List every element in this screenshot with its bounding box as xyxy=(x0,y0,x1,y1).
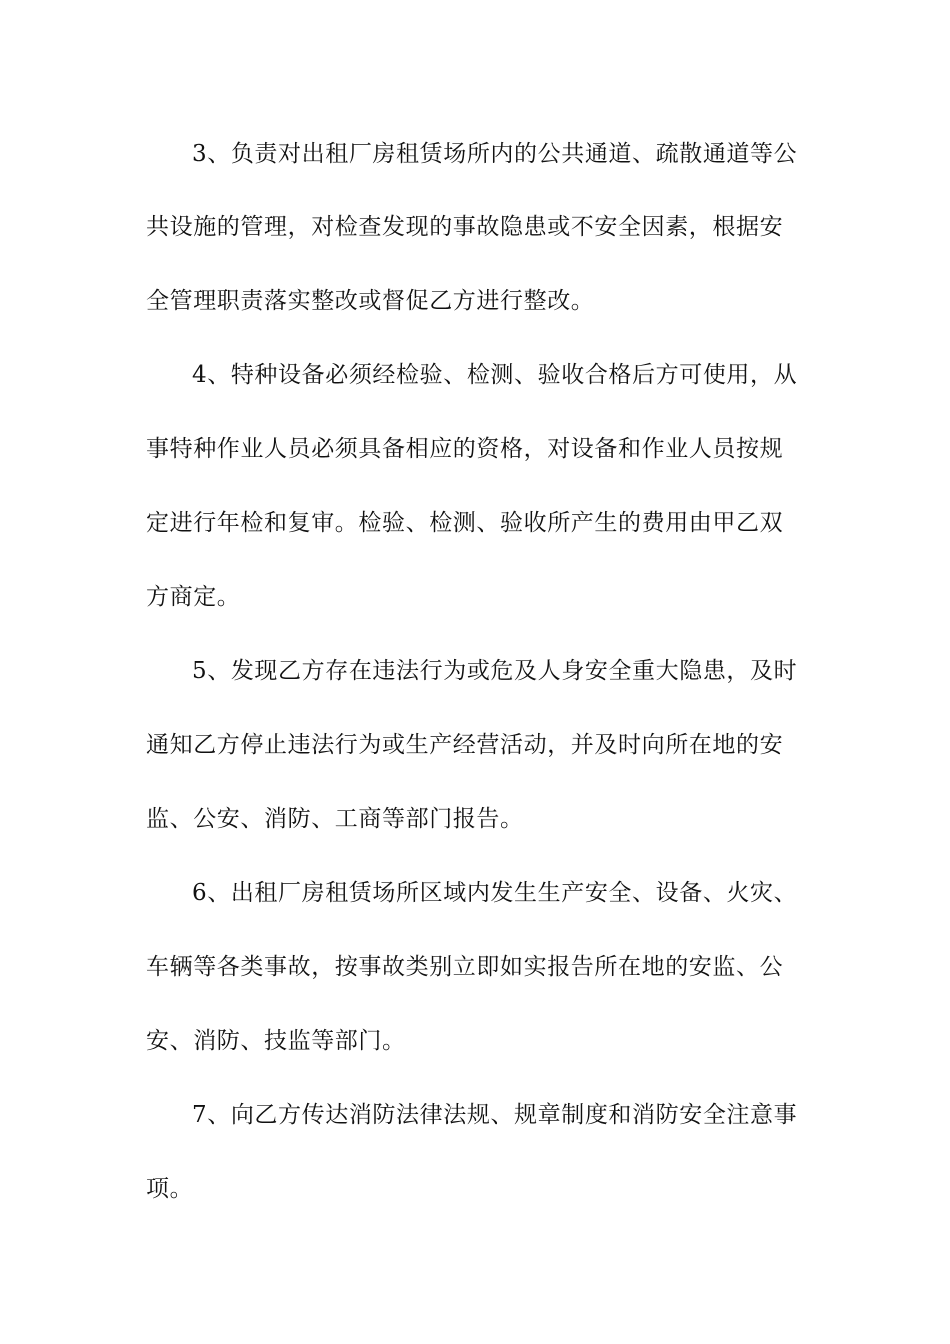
paragraph-line: 安、消防、技监等部门。 xyxy=(146,1028,406,1054)
paragraph-line: 通知乙方停止违法行为或生产经营活动，并及时向所在地的安 xyxy=(146,732,784,758)
paragraph-line: 事特种作业人员必须具备相应的资格，对设备和作业人员按规 xyxy=(146,436,784,462)
paragraph-line: 3、负责对出租厂房租赁场所内的公共通道、疏散通道等公 xyxy=(192,141,798,167)
paragraph-line: 7、向乙方传达消防法律法规、规章制度和消防安全注意事 xyxy=(192,1102,798,1128)
paragraph-line: 4、特种设备必须经检验、检测、验收合格后方可使用，从 xyxy=(192,362,798,388)
paragraph-line: 5、发现乙方存在违法行为或危及人身安全重大隐患，及时 xyxy=(192,658,798,684)
paragraph-line: 定进行年检和复审。检验、检测、验收所产生的费用由甲乙双 xyxy=(146,510,784,536)
paragraph-line: 方商定。 xyxy=(146,584,241,610)
paragraph-line: 共设施的管理，对检查发现的事故隐患或不安全因素，根据安 xyxy=(146,214,784,240)
paragraph-line: 项。 xyxy=(146,1176,194,1202)
paragraph-line: 车辆等各类事故，按事故类别立即如实报告所在地的安监、公 xyxy=(146,954,784,980)
paragraph-line: 监、公安、消防、工商等部门报告。 xyxy=(146,806,524,832)
paragraph-line: 全管理职责落实整改或督促乙方进行整改。 xyxy=(146,288,595,314)
paragraph-line: 6、出租厂房租赁场所区域内发生生产安全、设备、火灾、 xyxy=(192,880,798,906)
